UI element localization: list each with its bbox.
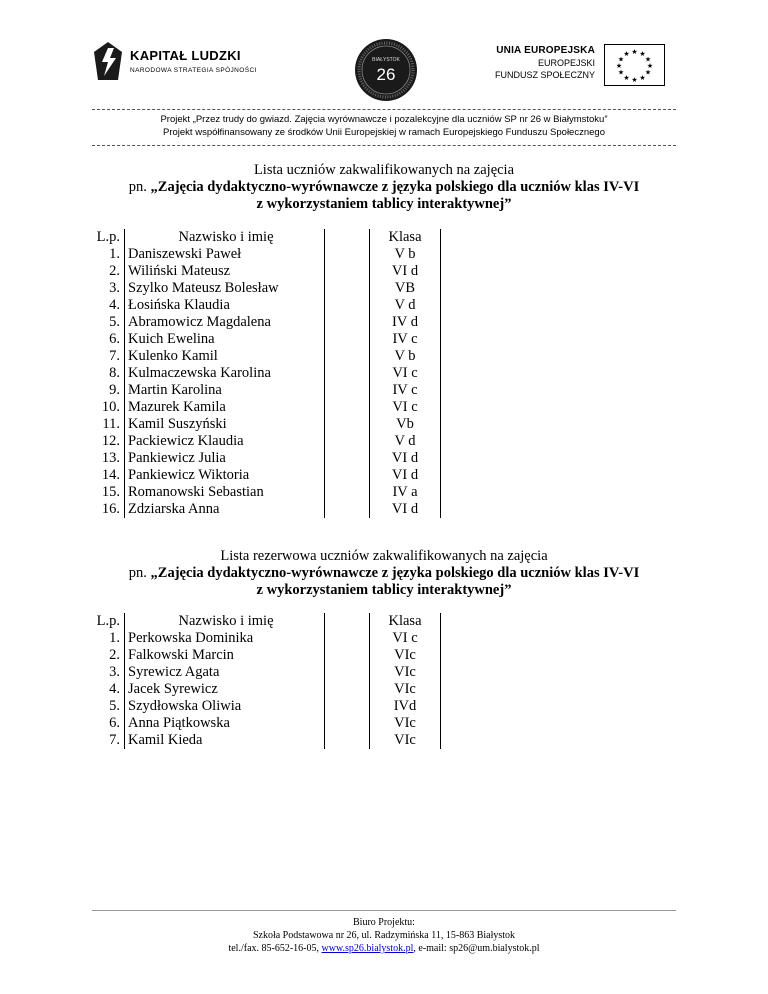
row-name: Kulenko Kamil xyxy=(125,348,325,365)
row-name: Anna Piątkowska xyxy=(125,715,325,732)
row-klasa: V b xyxy=(370,246,441,263)
row-klasa: VI d xyxy=(370,263,441,280)
table-row xyxy=(86,664,441,681)
row-klasa: IV c xyxy=(370,382,441,399)
row-name: Jacek Syrewicz xyxy=(125,681,325,698)
table-row xyxy=(86,263,441,280)
row-lp: 15. xyxy=(86,484,125,501)
table-row xyxy=(86,647,441,664)
row-lp: 6. xyxy=(86,715,125,732)
footer xyxy=(92,916,676,955)
table-row xyxy=(86,280,441,297)
list2-table xyxy=(86,613,441,749)
footer-line-2: Szkoła Podstawowa nr 26, ul. Radzymińska 11, 15-863 Białystok xyxy=(252,930,516,941)
row-lp: 8. xyxy=(86,365,125,382)
col-header-klasa: Klasa xyxy=(370,229,441,246)
row-lp: 9. xyxy=(86,382,125,399)
table-row xyxy=(86,698,441,715)
row-name: Szylko Mateusz Bolesław xyxy=(125,280,325,297)
svg-text:★: ★ xyxy=(615,62,623,70)
list1-heading-line3: z wykorzystaniem tablicy interaktywnej” xyxy=(256,196,512,212)
row-name: Mazurek Kamila xyxy=(125,399,325,416)
row-name: Abramowicz Magdalena xyxy=(125,314,325,331)
row-klasa: VB xyxy=(370,280,441,297)
kapital-ludzki-subtitle: NARODOWA STRATEGIA SPÓJNOŚCI xyxy=(130,67,257,74)
table-row xyxy=(86,715,441,732)
row-klasa: VI d xyxy=(370,501,441,518)
svg-text:★: ★ xyxy=(617,55,625,64)
row-name: Zdziarska Anna xyxy=(125,501,325,518)
project-line-1: Projekt „Przez trudy do gwiazd. Zajęcia wyrównawcze i pozalekcyjne dla uczniów SP nr 26 w Białymstoku” xyxy=(160,114,608,125)
row-lp: 10. xyxy=(86,399,125,416)
header-divider-bottom xyxy=(92,145,676,146)
row-name: Romanowski Sebastian xyxy=(125,484,325,501)
row-klasa: VIc xyxy=(370,681,441,698)
kapital-ludzki-logo xyxy=(92,38,257,88)
row-klasa: VIc xyxy=(370,715,441,732)
table-row xyxy=(86,246,441,263)
row-name: Pankiewicz Julia xyxy=(125,450,325,467)
row-name: Wiliński Mateusz xyxy=(125,263,325,280)
table-row xyxy=(86,467,441,484)
footer-divider xyxy=(92,910,676,911)
row-lp: 5. xyxy=(86,314,125,331)
row-klasa: VI c xyxy=(370,399,441,416)
list2-header-row xyxy=(86,613,441,630)
row-lp: 6. xyxy=(86,331,125,348)
row-klasa: IV c xyxy=(370,331,441,348)
row-lp: 1. xyxy=(86,630,125,647)
row-name: Pankiewicz Wiktoria xyxy=(125,467,325,484)
seal-top-text: BIAŁYSTOK xyxy=(372,57,400,63)
svg-text:★: ★ xyxy=(623,50,630,58)
kapital-ludzki-title: KAPITAŁ LUDZKI xyxy=(130,48,241,63)
row-lp: 12. xyxy=(86,433,125,450)
row-lp: 5. xyxy=(86,698,125,715)
row-klasa: Vb xyxy=(370,416,441,433)
table-row xyxy=(86,348,441,365)
table-row xyxy=(86,501,441,518)
row-lp: 7. xyxy=(86,732,125,749)
row-klasa: VI d xyxy=(370,467,441,484)
row-lp: 7. xyxy=(86,348,125,365)
row-lp: 14. xyxy=(86,467,125,484)
header-divider-top xyxy=(92,109,676,110)
svg-text:★: ★ xyxy=(644,55,652,64)
row-klasa: V b xyxy=(370,348,441,365)
row-name: Syrewicz Agata xyxy=(125,664,325,681)
table-row xyxy=(86,314,441,331)
row-name: Kamil Suszyński xyxy=(125,416,325,433)
table-row xyxy=(86,382,441,399)
list1-table xyxy=(86,229,441,518)
eu-line-3: FUNDUSZ SPOŁECZNY xyxy=(494,70,595,80)
footer-line-3: tel./fax. 85-652-16-05, www.sp26.bialystok.pl, e-mail: sp26@um.bialystok.pl xyxy=(228,943,540,954)
row-klasa: VI d xyxy=(370,450,441,467)
row-name: Perkowska Dominika xyxy=(125,630,325,647)
row-klasa: V d xyxy=(370,433,441,450)
list1-heading xyxy=(92,162,676,213)
footer-line-1: Biuro Projektu: xyxy=(353,917,415,928)
eu-flag-icon xyxy=(604,44,665,86)
row-name: Falkowski Marcin xyxy=(125,647,325,664)
row-name: Kuich Ewelina xyxy=(125,331,325,348)
row-name: Packiewicz Klaudia xyxy=(125,433,325,450)
eu-line-2: EUROPEJSKI xyxy=(537,58,595,68)
row-lp: 4. xyxy=(86,297,125,314)
row-name: Kulmaczewska Karolina xyxy=(125,365,325,382)
col-header-name: Nazwisko i imię xyxy=(125,229,325,246)
svg-text:★: ★ xyxy=(639,74,646,82)
row-klasa: V d xyxy=(370,297,441,314)
col-header-klasa: Klasa xyxy=(370,613,441,630)
list2-heading xyxy=(92,548,676,599)
row-lp: 3. xyxy=(86,664,125,681)
row-lp: 2. xyxy=(86,263,125,280)
table-row xyxy=(86,416,441,433)
row-klasa: VIc xyxy=(370,664,441,681)
table-row xyxy=(86,297,441,314)
row-name: Szydłowska Oliwia xyxy=(125,698,325,715)
row-name: Łosińska Klaudia xyxy=(125,297,325,314)
row-lp: 13. xyxy=(86,450,125,467)
row-klasa: VIc xyxy=(370,647,441,664)
svg-text:★: ★ xyxy=(646,62,654,70)
svg-text:★: ★ xyxy=(639,50,646,58)
row-lp: 4. xyxy=(86,681,125,698)
project-line-2: Projekt współfinansowany ze środków Unii Europejskiej w ramach Europejskiego Funduszu Społecznego xyxy=(163,127,605,138)
row-lp: 1. xyxy=(86,246,125,263)
table-row xyxy=(86,399,441,416)
table-row xyxy=(86,365,441,382)
row-klasa: VIc xyxy=(370,732,441,749)
eu-logo-text xyxy=(495,45,595,81)
row-klasa: VI c xyxy=(370,630,441,647)
list2-heading-line2: pn. „Zajęcia dydaktyczno-wyrównawcze z języka polskiego dla uczniów klas IV-VI xyxy=(128,565,640,581)
col-header-lp: L.p. xyxy=(86,229,125,246)
row-lp: 2. xyxy=(86,647,125,664)
row-lp: 3. xyxy=(86,280,125,297)
table-row xyxy=(86,433,441,450)
row-name: Martin Karolina xyxy=(125,382,325,399)
list1-header-row xyxy=(86,229,441,246)
row-klasa: IV a xyxy=(370,484,441,501)
row-name: Daniszewski Paweł xyxy=(125,246,325,263)
table-row xyxy=(86,484,441,501)
school-seal-logo xyxy=(354,38,418,102)
table-row xyxy=(86,732,441,749)
table-row xyxy=(86,331,441,348)
row-lp: 16. xyxy=(86,501,125,518)
table-row xyxy=(86,630,441,647)
eu-line-1: UNIA EUROPEJSKA xyxy=(496,45,595,56)
list1-heading-line1: Lista uczniów zakwalifikowanych na zajęcia xyxy=(253,162,515,178)
col-header-name: Nazwisko i imię xyxy=(125,613,325,630)
svg-text:★: ★ xyxy=(644,68,652,77)
row-klasa: IV d xyxy=(370,314,441,331)
svg-text:★: ★ xyxy=(631,48,638,56)
website-link[interactable]: www.sp26.bialystok.pl xyxy=(321,943,414,954)
row-klasa: IVd xyxy=(370,698,441,715)
list2-heading-line1: Lista rezerwowa uczniów zakwalifikowanych na zajęcia xyxy=(220,548,548,564)
row-lp: 11. xyxy=(86,416,125,433)
svg-text:★: ★ xyxy=(631,76,638,84)
col-header-lp: L.p. xyxy=(86,613,125,630)
list2-heading-line3: z wykorzystaniem tablicy interaktywnej” xyxy=(256,582,512,598)
row-klasa: VI c xyxy=(370,365,441,382)
svg-text:★: ★ xyxy=(617,68,625,77)
svg-text:★: ★ xyxy=(623,74,630,82)
seal-number: 26 xyxy=(376,65,396,84)
kapital-ludzki-emblem-icon xyxy=(92,40,124,86)
list1-heading-line2: pn. „Zajęcia dydaktyczno-wyrównawcze z języka polskiego dla uczniów klas IV-VI xyxy=(128,179,640,195)
table-row xyxy=(86,450,441,467)
row-name: Kamil Kieda xyxy=(125,732,325,749)
table-row xyxy=(86,681,441,698)
